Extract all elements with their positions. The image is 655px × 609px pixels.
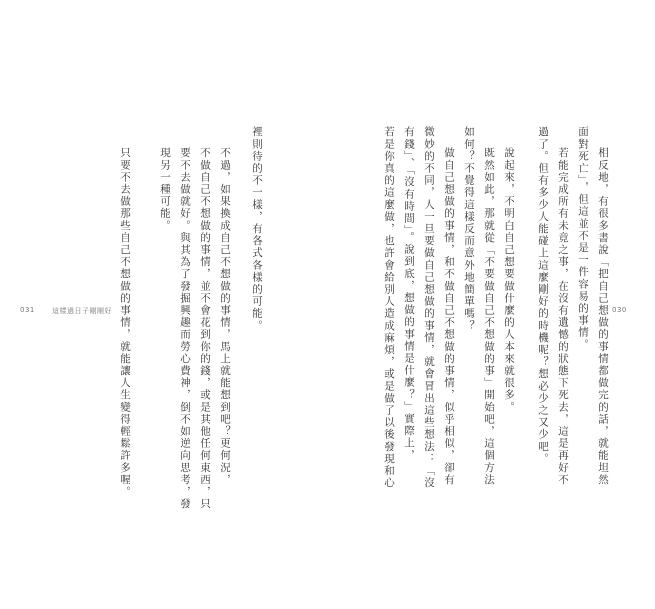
text-column: 有錢」、「沒有時間」。說到底，想做的事情是什麼？」實際上，: [403, 126, 415, 462]
text-column: 只要不去做那些自己不想做的事情，就能讓人生變得輕鬆許多喔。: [119, 147, 131, 498]
text-column: 相反地，有很多書說「把自己想做的事情都做完的話，就能坦然: [597, 147, 609, 486]
page-number: 031: [20, 306, 35, 314]
text-column: 若是你真的這麼做，也許會給別人造成麻煩，或是做了以後發現和心: [383, 126, 395, 489]
text-column: 不做自己不想做的事情，並不會花到你的錢，或是其他任何東西，只: [199, 147, 211, 510]
running-head: 這樣過日子剛剛好: [52, 307, 112, 315]
text-column: 不過，如果換成自己不想做的事情，馬上就能想到吧？更何況，: [219, 147, 231, 486]
text-column: 做自己想做的事情，和不做自己不想做的事情，似乎相似，卻有: [443, 147, 455, 486]
page-number: 030: [612, 306, 627, 314]
text-column: 過了。但有多少人能碰上這麼剛好的時機呢？想必少之又少吧。: [537, 126, 549, 465]
text-column: 裡則待的不一樣，有各式各樣的可能。: [251, 126, 263, 332]
text-column: 微妙的不同，人一旦要做自己想做的事情，就會冒出這些想法：「沒: [423, 126, 435, 489]
text-column: 面對死亡」，但這並不是一件容易的事情。: [577, 126, 589, 351]
text-column: 說起來，不明白自己想要做什麼的人本來就很多。: [503, 147, 515, 414]
text-column: 如何？不覺得這樣反而意外地簡單嗎？: [463, 126, 475, 332]
text-column: 若能完成所有未竟之事，在沒有遺憾的狀態下死去，這是再好不: [557, 147, 569, 486]
text-column: 既然如此，那就從「不要做自己不想做的事」開始吧，這個方法: [483, 147, 495, 486]
text-column: 現另一種可能。: [159, 147, 171, 232]
text-column: 要不去做就好。與其為了發掘興趣而勞心費神，倒不如逆向思考，發: [179, 147, 191, 510]
